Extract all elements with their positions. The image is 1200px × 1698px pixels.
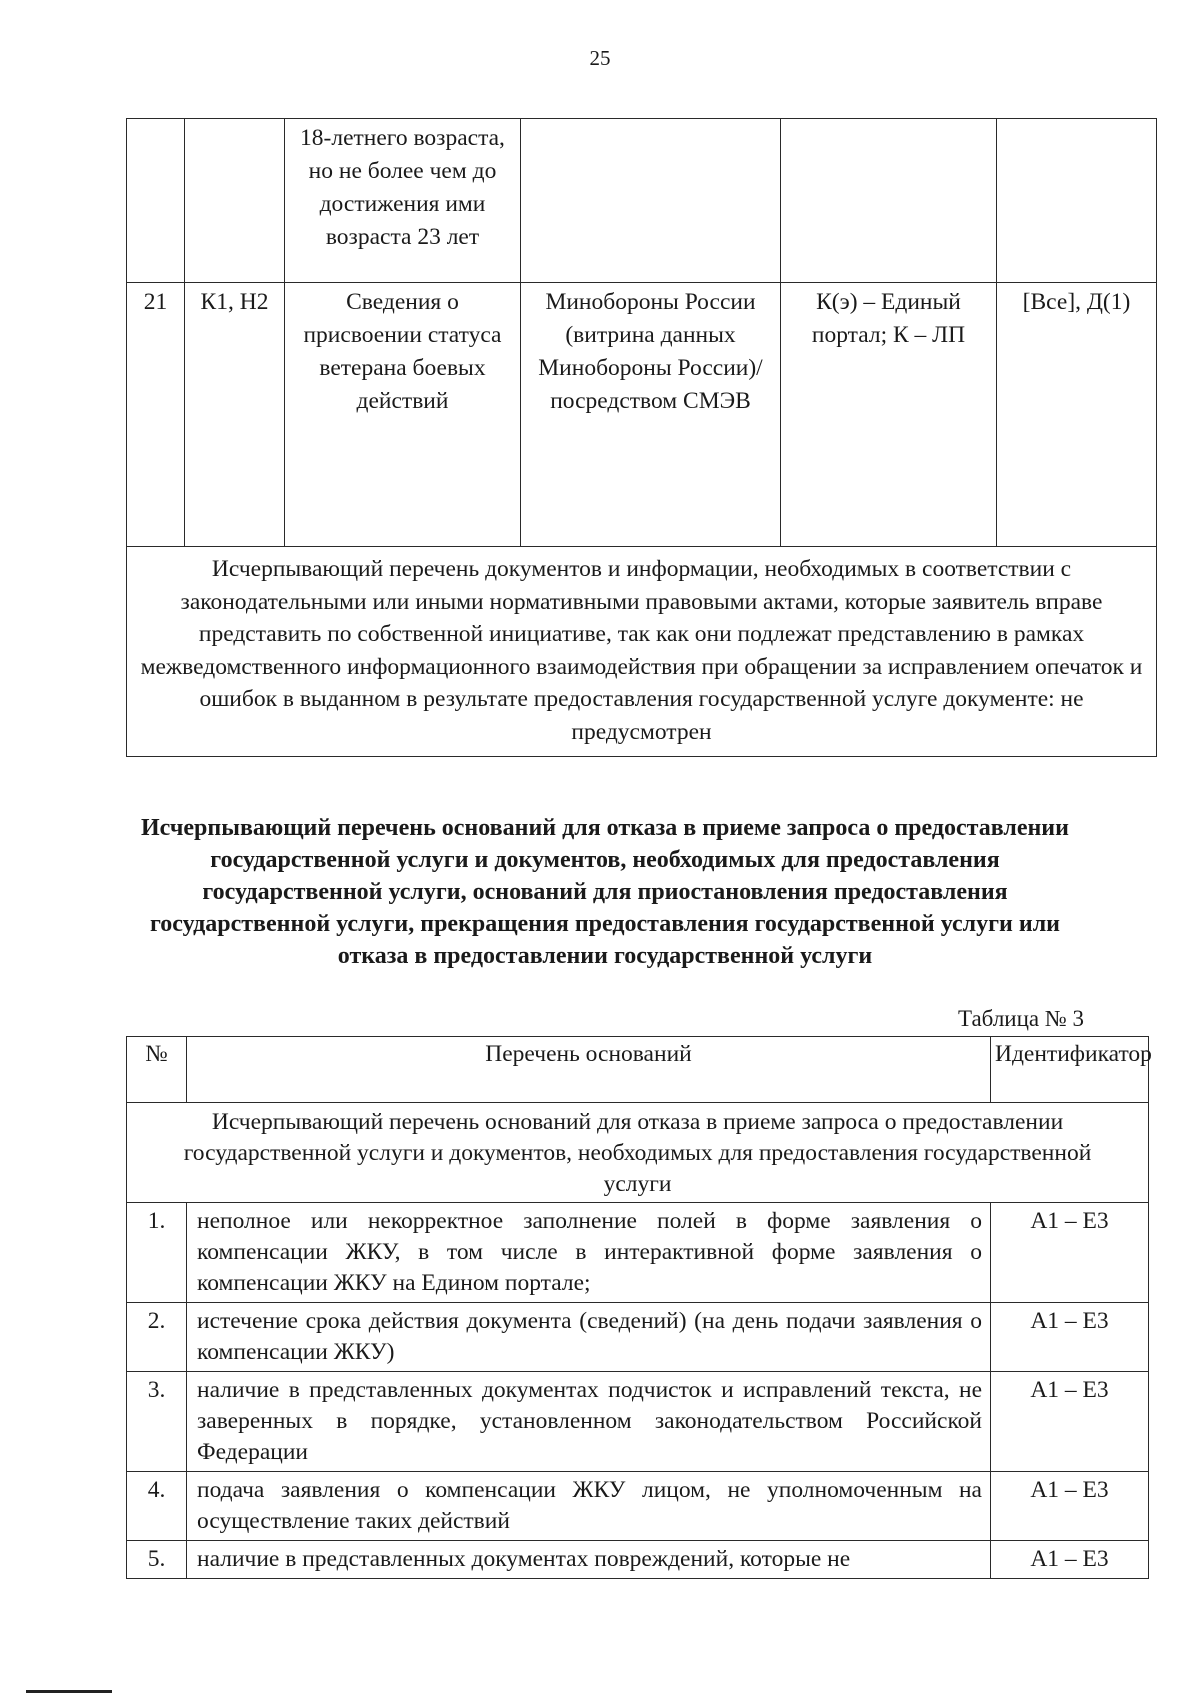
reason-text-cell: подача заявления о компенсации ЖКУ лицом, не уполномоченным на осуществление таких действий <box>187 1472 991 1541</box>
table-row <box>127 119 1157 283</box>
source-cell <box>521 119 781 283</box>
identifier-cell: А1 – Е3 <box>991 1303 1149 1372</box>
documents-table-continued <box>126 118 1157 757</box>
scope-cell <box>997 119 1157 283</box>
row-number-cell: 1. <box>127 1203 187 1303</box>
table-row <box>127 1203 1149 1303</box>
document-name-cell: 18-летнего возраста, но не более чем до достижения ими возраста 23 лет <box>285 119 521 283</box>
table-caption: Таблица № 3 <box>958 1006 1085 1031</box>
span-note-cell: Исчерпывающий перечень документов и информации, необходимых в соответствии с законодательными или иными нормативными правовыми актами, которые заявитель вправе представить по собственной инициативе, так как они подлежат представлению в рамках межведомственного информационного взаимодействия при обращении за исправлением опечаток и ошибок в выданном в результате предоставления государственной услуге документе: не предусмотрен <box>127 547 1157 757</box>
identifier-cell: А1 – Е3 <box>991 1372 1149 1472</box>
table-row <box>127 1303 1149 1372</box>
identifier-cell: А1 – Е3 <box>991 1203 1149 1303</box>
table-row <box>127 1372 1149 1472</box>
table-header-row <box>127 1037 1149 1103</box>
section-heading: Исчерпывающий перечень оснований для отказа в приеме запроса о предоставлении государственной услуги и документов, необходимых для предоставления государственной услуги, оснований для приостановления предоставления государственной услуги, прекращения предоставления государственной услуги или отказа в предоставлении государственной услуги <box>141 815 1069 969</box>
identifier-cell: А1 – Е3 <box>991 1541 1149 1579</box>
table-row <box>127 1541 1149 1579</box>
reason-text-cell: неполное или некорректное заполнение полей в форме заявления о компенсации ЖКУ, в том числе в интерактивной форме заявления о компенсации ЖКУ на Едином портале; <box>187 1203 991 1303</box>
row-number-cell <box>127 119 185 283</box>
method-cell: К(э) – Единый портал; К – ЛП <box>781 283 997 547</box>
category-code-cell <box>185 119 285 283</box>
subheading-cell: Исчерпывающий перечень оснований для отказа в приеме запроса о предоставлении государственной услуги и документов, необходимых для предоставления государственной услуги <box>127 1103 1149 1203</box>
header-number: № <box>127 1037 187 1103</box>
table-span-row <box>127 547 1157 757</box>
header-identifier: Идентификатор <box>991 1037 1149 1103</box>
source-cell: Минобороны России (витрина данных Минобороны России)/ посредством СМЭВ <box>521 283 781 547</box>
footer-rule <box>26 1690 112 1693</box>
category-code-cell: К1, Н2 <box>185 283 285 547</box>
row-number-cell: 21 <box>127 283 185 547</box>
identifier-cell: А1 – Е3 <box>991 1472 1149 1541</box>
method-cell <box>781 119 997 283</box>
table-row <box>127 1472 1149 1541</box>
page-number: 25 <box>589 46 611 70</box>
row-number-cell: 3. <box>127 1372 187 1472</box>
row-number-cell: 5. <box>127 1541 187 1579</box>
document-name-cell: Сведения о присвоении статуса ветерана боевых действий <box>285 283 521 547</box>
scope-cell: [Все], Д(1) <box>997 283 1157 547</box>
table-row <box>127 283 1157 547</box>
header-reasons: Перечень оснований <box>187 1037 991 1103</box>
row-number-cell: 4. <box>127 1472 187 1541</box>
reason-text-cell: наличие в представленных документах повреждений, которые не <box>187 1541 991 1579</box>
table-subheading-row <box>127 1103 1149 1203</box>
reason-text-cell: истечение срока действия документа (сведений) (на день подачи заявления о компенсации ЖКУ) <box>187 1303 991 1372</box>
refusal-grounds-table <box>126 1036 1152 1579</box>
row-number-cell: 2. <box>127 1303 187 1372</box>
reason-text-cell: наличие в представленных документах подчисток и исправлений текста, не заверенных в порядке, установленном законодательством Российской Федерации <box>187 1372 991 1472</box>
